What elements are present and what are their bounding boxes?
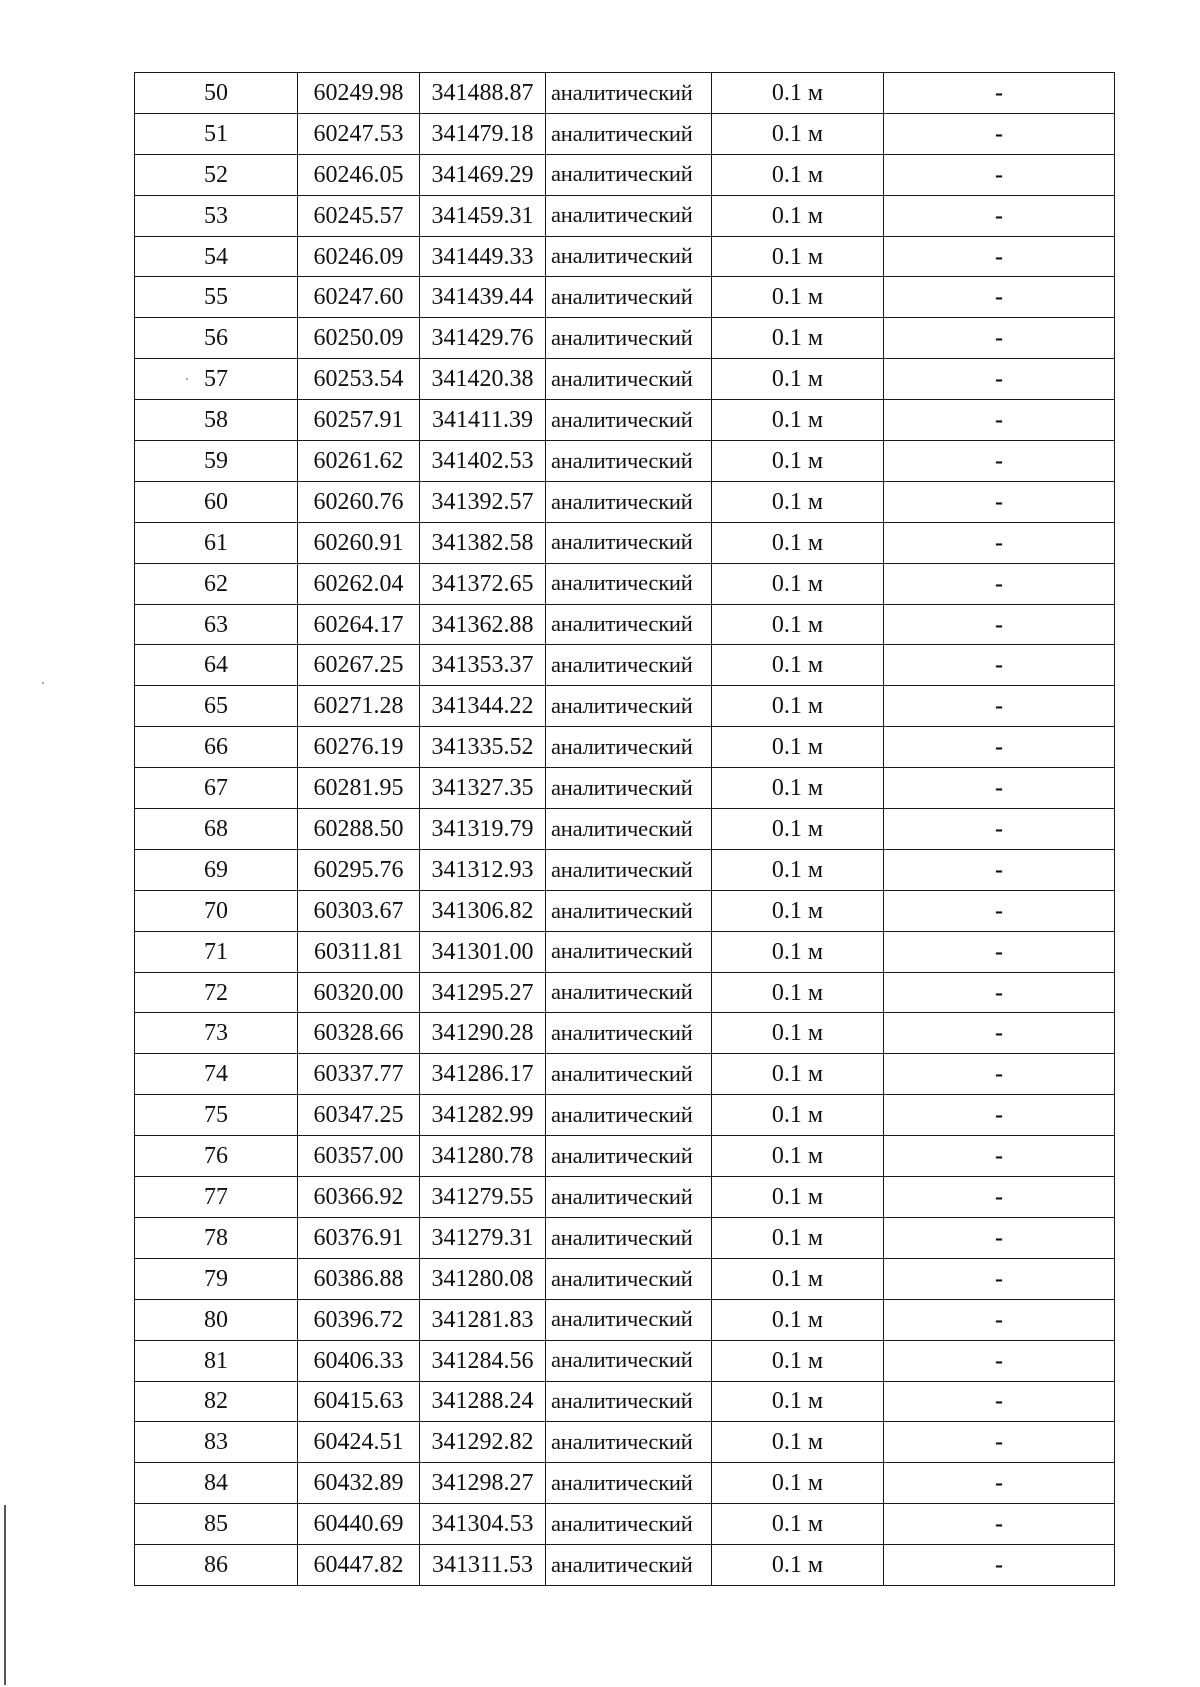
point-number-cell: 77 [135, 1177, 298, 1218]
x-coordinate-cell: 60295.76 [298, 849, 420, 890]
note-cell: - [884, 1545, 1115, 1586]
x-coordinate-cell: 60432.89 [298, 1463, 420, 1504]
y-coordinate-cell: 341304.53 [420, 1504, 546, 1545]
y-coordinate-cell: 341429.76 [420, 318, 546, 359]
note-cell: - [884, 400, 1115, 441]
point-number-cell: 68 [135, 809, 298, 850]
x-coordinate-cell: 60447.82 [298, 1545, 420, 1586]
y-coordinate-cell: 341284.56 [420, 1340, 546, 1381]
x-coordinate-cell: 60303.67 [298, 890, 420, 931]
coordinates-table-body [135, 73, 1115, 1586]
method-cell: аналитический [546, 727, 712, 768]
accuracy-cell: 0.1 м [712, 318, 884, 359]
y-coordinate-cell: 341335.52 [420, 727, 546, 768]
accuracy-cell: 0.1 м [712, 645, 884, 686]
table-row [135, 1217, 1115, 1258]
table-row [135, 400, 1115, 441]
accuracy-cell: 0.1 м [712, 972, 884, 1013]
x-coordinate-cell: 60415.63 [298, 1381, 420, 1422]
accuracy-cell: 0.1 м [712, 113, 884, 154]
x-coordinate-cell: 60320.00 [298, 972, 420, 1013]
note-cell: - [884, 113, 1115, 154]
x-coordinate-cell: 60257.91 [298, 400, 420, 441]
note-cell: - [884, 849, 1115, 890]
y-coordinate-cell: 341295.27 [420, 972, 546, 1013]
method-cell: аналитический [546, 686, 712, 727]
scan-speck [186, 378, 188, 380]
table-row [135, 236, 1115, 277]
note-cell: - [884, 563, 1115, 604]
method-cell: аналитический [546, 1463, 712, 1504]
accuracy-cell: 0.1 м [712, 1422, 884, 1463]
y-coordinate-cell: 341280.78 [420, 1136, 546, 1177]
y-coordinate-cell: 341402.53 [420, 441, 546, 482]
y-coordinate-cell: 341280.08 [420, 1258, 546, 1299]
point-number-cell: 71 [135, 931, 298, 972]
method-cell: аналитический [546, 195, 712, 236]
table-row [135, 1422, 1115, 1463]
point-number-cell: 50 [135, 73, 298, 114]
point-number-cell: 85 [135, 1504, 298, 1545]
accuracy-cell: 0.1 м [712, 890, 884, 931]
y-coordinate-cell: 341290.28 [420, 1013, 546, 1054]
y-coordinate-cell: 341286.17 [420, 1054, 546, 1095]
x-coordinate-cell: 60328.66 [298, 1013, 420, 1054]
accuracy-cell: 0.1 м [712, 686, 884, 727]
note-cell: - [884, 686, 1115, 727]
point-number-cell: 60 [135, 481, 298, 522]
point-number-cell: 78 [135, 1217, 298, 1258]
table-row [135, 481, 1115, 522]
x-coordinate-cell: 60396.72 [298, 1299, 420, 1340]
x-coordinate-cell: 60337.77 [298, 1054, 420, 1095]
accuracy-cell: 0.1 м [712, 73, 884, 114]
note-cell: - [884, 441, 1115, 482]
table-row [135, 809, 1115, 850]
point-number-cell: 53 [135, 195, 298, 236]
method-cell: аналитический [546, 931, 712, 972]
method-cell: аналитический [546, 522, 712, 563]
note-cell: - [884, 604, 1115, 645]
x-coordinate-cell: 60267.25 [298, 645, 420, 686]
y-coordinate-cell: 341279.31 [420, 1217, 546, 1258]
scan-edge-mark [4, 1505, 6, 1685]
y-coordinate-cell: 341306.82 [420, 890, 546, 931]
table-row [135, 1054, 1115, 1095]
method-cell: аналитический [546, 1177, 712, 1218]
x-coordinate-cell: 60260.91 [298, 522, 420, 563]
y-coordinate-cell: 341301.00 [420, 931, 546, 972]
note-cell: - [884, 359, 1115, 400]
table-row [135, 849, 1115, 890]
note-cell: - [884, 236, 1115, 277]
method-cell: аналитический [546, 1258, 712, 1299]
point-number-cell: 73 [135, 1013, 298, 1054]
x-coordinate-cell: 60311.81 [298, 931, 420, 972]
note-cell: - [884, 931, 1115, 972]
point-number-cell: 61 [135, 522, 298, 563]
point-number-cell: 75 [135, 1095, 298, 1136]
y-coordinate-cell: 341353.37 [420, 645, 546, 686]
note-cell: - [884, 154, 1115, 195]
accuracy-cell: 0.1 м [712, 1054, 884, 1095]
table-row [135, 1381, 1115, 1422]
note-cell: - [884, 1299, 1115, 1340]
method-cell: аналитический [546, 972, 712, 1013]
method-cell: аналитический [546, 809, 712, 850]
table-row [135, 972, 1115, 1013]
table-row [135, 890, 1115, 931]
method-cell: аналитический [546, 359, 712, 400]
x-coordinate-cell: 60424.51 [298, 1422, 420, 1463]
point-number-cell: 65 [135, 686, 298, 727]
accuracy-cell: 0.1 м [712, 1340, 884, 1381]
table-row [135, 1258, 1115, 1299]
point-number-cell: 69 [135, 849, 298, 890]
accuracy-cell: 0.1 м [712, 931, 884, 972]
accuracy-cell: 0.1 м [712, 1504, 884, 1545]
y-coordinate-cell: 341392.57 [420, 481, 546, 522]
coordinates-table [134, 72, 1115, 1586]
table-row [135, 1013, 1115, 1054]
accuracy-cell: 0.1 м [712, 236, 884, 277]
y-coordinate-cell: 341362.88 [420, 604, 546, 645]
y-coordinate-cell: 341459.31 [420, 195, 546, 236]
note-cell: - [884, 768, 1115, 809]
note-cell: - [884, 73, 1115, 114]
note-cell: - [884, 1177, 1115, 1218]
method-cell: аналитический [546, 849, 712, 890]
accuracy-cell: 0.1 м [712, 849, 884, 890]
y-coordinate-cell: 341312.93 [420, 849, 546, 890]
x-coordinate-cell: 60281.95 [298, 768, 420, 809]
table-row [135, 727, 1115, 768]
x-coordinate-cell: 60246.05 [298, 154, 420, 195]
method-cell: аналитический [546, 1422, 712, 1463]
note-cell: - [884, 318, 1115, 359]
x-coordinate-cell: 60261.62 [298, 441, 420, 482]
note-cell: - [884, 1340, 1115, 1381]
note-cell: - [884, 1095, 1115, 1136]
x-coordinate-cell: 60262.04 [298, 563, 420, 604]
y-coordinate-cell: 341420.38 [420, 359, 546, 400]
x-coordinate-cell: 60249.98 [298, 73, 420, 114]
y-coordinate-cell: 341292.82 [420, 1422, 546, 1463]
note-cell: - [884, 1258, 1115, 1299]
y-coordinate-cell: 341298.27 [420, 1463, 546, 1504]
accuracy-cell: 0.1 м [712, 359, 884, 400]
method-cell: аналитический [546, 604, 712, 645]
method-cell: аналитический [546, 441, 712, 482]
note-cell: - [884, 1463, 1115, 1504]
y-coordinate-cell: 341344.22 [420, 686, 546, 727]
x-coordinate-cell: 60245.57 [298, 195, 420, 236]
y-coordinate-cell: 341479.18 [420, 113, 546, 154]
x-coordinate-cell: 60357.00 [298, 1136, 420, 1177]
note-cell: - [884, 727, 1115, 768]
table-row [135, 931, 1115, 972]
method-cell: аналитический [546, 1299, 712, 1340]
note-cell: - [884, 809, 1115, 850]
point-number-cell: 83 [135, 1422, 298, 1463]
x-coordinate-cell: 60271.28 [298, 686, 420, 727]
accuracy-cell: 0.1 м [712, 1095, 884, 1136]
accuracy-cell: 0.1 м [712, 277, 884, 318]
note-cell: - [884, 1504, 1115, 1545]
point-number-cell: 51 [135, 113, 298, 154]
point-number-cell: 72 [135, 972, 298, 1013]
x-coordinate-cell: 60440.69 [298, 1504, 420, 1545]
table-row [135, 73, 1115, 114]
method-cell: аналитический [546, 1217, 712, 1258]
accuracy-cell: 0.1 м [712, 441, 884, 482]
note-cell: - [884, 1136, 1115, 1177]
point-number-cell: 59 [135, 441, 298, 482]
point-number-cell: 52 [135, 154, 298, 195]
point-number-cell: 81 [135, 1340, 298, 1381]
y-coordinate-cell: 341279.55 [420, 1177, 546, 1218]
point-number-cell: 54 [135, 236, 298, 277]
method-cell: аналитический [546, 1013, 712, 1054]
x-coordinate-cell: 60276.19 [298, 727, 420, 768]
method-cell: аналитический [546, 113, 712, 154]
note-cell: - [884, 195, 1115, 236]
method-cell: аналитический [546, 481, 712, 522]
method-cell: аналитический [546, 563, 712, 604]
x-coordinate-cell: 60260.76 [298, 481, 420, 522]
y-coordinate-cell: 341382.58 [420, 522, 546, 563]
x-coordinate-cell: 60264.17 [298, 604, 420, 645]
table-row [135, 563, 1115, 604]
table-row [135, 686, 1115, 727]
point-number-cell: 67 [135, 768, 298, 809]
table-row [135, 113, 1115, 154]
method-cell: аналитический [546, 1381, 712, 1422]
method-cell: аналитический [546, 154, 712, 195]
y-coordinate-cell: 341469.29 [420, 154, 546, 195]
note-cell: - [884, 1013, 1115, 1054]
table-row [135, 604, 1115, 645]
x-coordinate-cell: 60247.60 [298, 277, 420, 318]
y-coordinate-cell: 341311.53 [420, 1545, 546, 1586]
table-row [135, 154, 1115, 195]
table-row [135, 1136, 1115, 1177]
method-cell: аналитический [546, 400, 712, 441]
x-coordinate-cell: 60246.09 [298, 236, 420, 277]
note-cell: - [884, 1381, 1115, 1422]
accuracy-cell: 0.1 м [712, 1013, 884, 1054]
point-number-cell: 86 [135, 1545, 298, 1586]
note-cell: - [884, 645, 1115, 686]
table-row [135, 441, 1115, 482]
x-coordinate-cell: 60253.54 [298, 359, 420, 400]
accuracy-cell: 0.1 м [712, 1381, 884, 1422]
method-cell: аналитический [546, 1545, 712, 1586]
table-row [135, 1299, 1115, 1340]
x-coordinate-cell: 60247.53 [298, 113, 420, 154]
note-cell: - [884, 277, 1115, 318]
x-coordinate-cell: 60288.50 [298, 809, 420, 850]
table-row [135, 1340, 1115, 1381]
accuracy-cell: 0.1 м [712, 563, 884, 604]
note-cell: - [884, 1217, 1115, 1258]
point-number-cell: 55 [135, 277, 298, 318]
y-coordinate-cell: 341372.65 [420, 563, 546, 604]
point-number-cell: 64 [135, 645, 298, 686]
y-coordinate-cell: 341288.24 [420, 1381, 546, 1422]
point-number-cell: 56 [135, 318, 298, 359]
point-number-cell: 80 [135, 1299, 298, 1340]
accuracy-cell: 0.1 м [712, 481, 884, 522]
accuracy-cell: 0.1 м [712, 1545, 884, 1586]
method-cell: аналитический [546, 1340, 712, 1381]
accuracy-cell: 0.1 м [712, 768, 884, 809]
point-number-cell: 70 [135, 890, 298, 931]
table-row [135, 1504, 1115, 1545]
table-row [135, 522, 1115, 563]
accuracy-cell: 0.1 м [712, 1136, 884, 1177]
method-cell: аналитический [546, 1095, 712, 1136]
method-cell: аналитический [546, 318, 712, 359]
accuracy-cell: 0.1 м [712, 809, 884, 850]
point-number-cell: 57 [135, 359, 298, 400]
point-number-cell: 82 [135, 1381, 298, 1422]
note-cell: - [884, 481, 1115, 522]
accuracy-cell: 0.1 м [712, 1258, 884, 1299]
method-cell: аналитический [546, 73, 712, 114]
x-coordinate-cell: 60347.25 [298, 1095, 420, 1136]
table-row [135, 1463, 1115, 1504]
y-coordinate-cell: 341319.79 [420, 809, 546, 850]
method-cell: аналитический [546, 1504, 712, 1545]
method-cell: аналитический [546, 768, 712, 809]
table-row [135, 195, 1115, 236]
y-coordinate-cell: 341282.99 [420, 1095, 546, 1136]
accuracy-cell: 0.1 м [712, 727, 884, 768]
accuracy-cell: 0.1 м [712, 1299, 884, 1340]
y-coordinate-cell: 341439.44 [420, 277, 546, 318]
accuracy-cell: 0.1 м [712, 604, 884, 645]
y-coordinate-cell: 341488.87 [420, 73, 546, 114]
scan-speck [42, 682, 44, 684]
accuracy-cell: 0.1 м [712, 154, 884, 195]
accuracy-cell: 0.1 м [712, 522, 884, 563]
point-number-cell: 63 [135, 604, 298, 645]
point-number-cell: 84 [135, 1463, 298, 1504]
point-number-cell: 58 [135, 400, 298, 441]
table-row [135, 318, 1115, 359]
accuracy-cell: 0.1 м [712, 1217, 884, 1258]
method-cell: аналитический [546, 1054, 712, 1095]
accuracy-cell: 0.1 м [712, 400, 884, 441]
table-row [135, 768, 1115, 809]
note-cell: - [884, 1422, 1115, 1463]
y-coordinate-cell: 341281.83 [420, 1299, 546, 1340]
note-cell: - [884, 890, 1115, 931]
method-cell: аналитический [546, 236, 712, 277]
point-number-cell: 66 [135, 727, 298, 768]
method-cell: аналитический [546, 890, 712, 931]
table-row [135, 277, 1115, 318]
x-coordinate-cell: 60386.88 [298, 1258, 420, 1299]
method-cell: аналитический [546, 645, 712, 686]
x-coordinate-cell: 60250.09 [298, 318, 420, 359]
y-coordinate-cell: 341327.35 [420, 768, 546, 809]
method-cell: аналитический [546, 277, 712, 318]
table-row [135, 1177, 1115, 1218]
table-row [135, 359, 1115, 400]
point-number-cell: 74 [135, 1054, 298, 1095]
accuracy-cell: 0.1 м [712, 195, 884, 236]
table-row [135, 645, 1115, 686]
table-row [135, 1545, 1115, 1586]
x-coordinate-cell: 60366.92 [298, 1177, 420, 1218]
note-cell: - [884, 1054, 1115, 1095]
y-coordinate-cell: 341449.33 [420, 236, 546, 277]
accuracy-cell: 0.1 м [712, 1463, 884, 1504]
x-coordinate-cell: 60376.91 [298, 1217, 420, 1258]
accuracy-cell: 0.1 м [712, 1177, 884, 1218]
point-number-cell: 76 [135, 1136, 298, 1177]
method-cell: аналитический [546, 1136, 712, 1177]
x-coordinate-cell: 60406.33 [298, 1340, 420, 1381]
point-number-cell: 62 [135, 563, 298, 604]
note-cell: - [884, 522, 1115, 563]
table-row [135, 1095, 1115, 1136]
note-cell: - [884, 972, 1115, 1013]
point-number-cell: 79 [135, 1258, 298, 1299]
y-coordinate-cell: 341411.39 [420, 400, 546, 441]
